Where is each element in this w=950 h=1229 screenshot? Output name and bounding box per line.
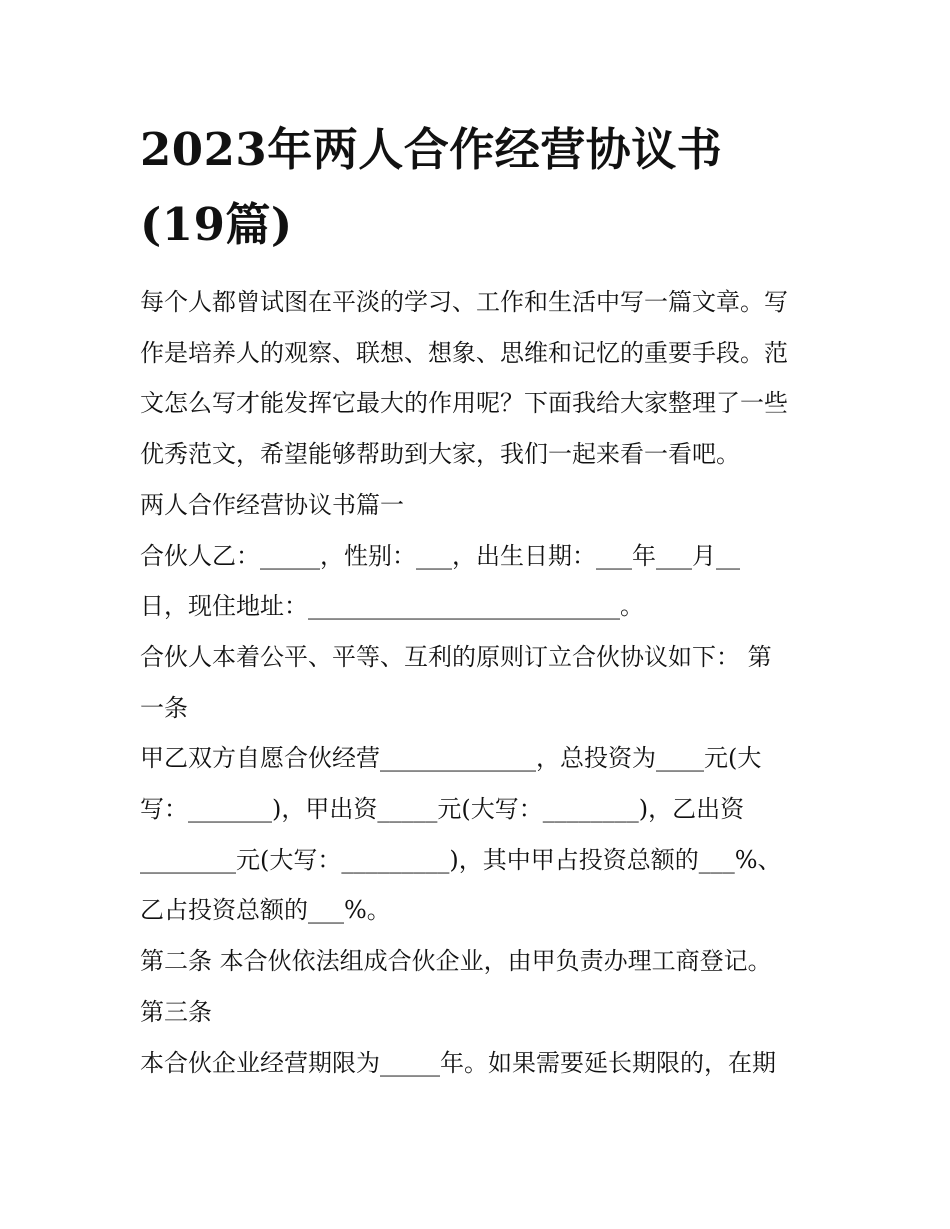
text-line: 一条 (140, 693, 188, 722)
text-line: 本合伙企业经营期限为_____年。如果需要延长期限的，在期 (140, 1048, 776, 1077)
text-line: 合伙人乙：_____，性别：___，出生日期：___年___月__ (140, 541, 740, 570)
title-line: (19篇) (140, 198, 293, 251)
document-content (140, 112, 820, 1088)
section-heading (140, 480, 820, 531)
text-line: 每个人都曾试图在平淡的学习、工作和生活中写一篇文章。写 (140, 288, 788, 316)
article-two-paragraph (140, 936, 820, 987)
term-paragraph (140, 1038, 820, 1089)
text-line: 甲乙双方自愿合伙经营_____________，总投资为____元(大 (140, 744, 762, 773)
text-line: 文怎么写才能发挥它最大的作用呢？下面我给大家整理了一些 (140, 389, 788, 418)
text-line: 合伙人本着公平、平等、互利的原则订立合伙协议如下： 第 (140, 642, 772, 671)
text-line: ________元(大写：_________)，其中甲占投资总额的___%、 (140, 845, 782, 874)
text-line: 日，现住地址：__________________________。 (140, 592, 644, 621)
text-line: 第三条 (140, 997, 212, 1026)
text-line: 写：_______)，甲出资_____元(大写：________)，乙出资 (140, 795, 745, 824)
text-line: 乙占投资总额的___%。 (140, 896, 391, 925)
agreement-intro-paragraph (140, 632, 820, 733)
text-line: 两人合作经营协议书篇一 (140, 490, 404, 519)
document-body (140, 277, 820, 1088)
partner-info-paragraph (140, 531, 820, 632)
title-line: 2023年两人合作经营协议书 (140, 123, 723, 176)
text-line: 优秀范文，希望能够帮助到大家，我们一起来看一看吧。 (140, 440, 740, 469)
intro-paragraph (140, 277, 820, 480)
text-line: 第二条 本合伙依法组成合伙企业，由甲负责办理工商登记。 (140, 947, 772, 976)
article-three-heading (140, 987, 820, 1038)
investment-paragraph (140, 733, 820, 936)
document-title (140, 112, 820, 262)
text-line: 作是培养人的观察、联想、想象、思维和记忆的重要手段。范 (140, 338, 788, 367)
